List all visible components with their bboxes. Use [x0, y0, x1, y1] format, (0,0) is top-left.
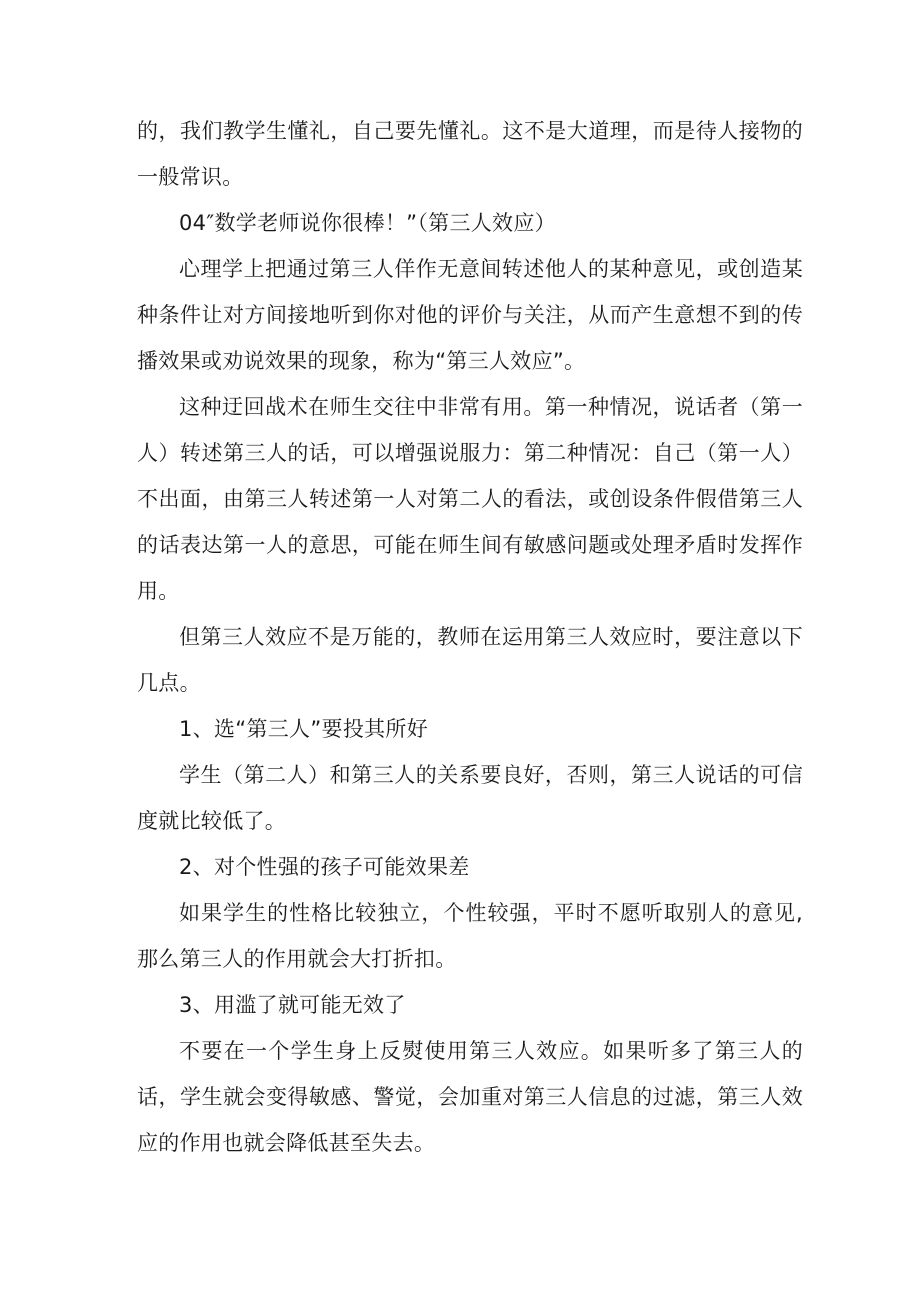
point-body-1: 学生（第二人）和第三人的关系要良好，否则，第三人说话的可信度就比较低了。 [137, 763, 803, 833]
document-body [137, 108, 803, 1166]
paragraph-definition: 心理学上把通过第三人佯作无意间转述他人的某种意见，或创造某种条件让对方间接地听到你对他的评价与关注，从而产生意想不到的传播效果或劝说效果的现象，称为“第三人效应”。 [137, 257, 803, 373]
point-body-3: 不要在一个学生身上反熨使用第三人效应。如果听多了第三人的话，学生就会变得敏感、警觉，会加重对第三人信息的过滤，第三人效应的作用也就会降低甚至失去。 [137, 1039, 803, 1155]
paragraph-strategy: 这种迂回战术在师生交往中非常有用。第一种情况，说话者（第一人）转述第三人的话，可以增强说服力：第二种情况：自己（第一人）不出面，由第三人转述第一人对第二人的看法，或创设条件假借第三人的话表达第一人的意思，可能在师生间有敏感问题或处理矛盾时发挥作用。 [137, 395, 803, 603]
paragraph-continuation: 的，我们教学生懂礼，自己要先懂礼。这不是大道理，而是待人接物的一般常识。 [137, 119, 803, 189]
point-heading-2: 2、对个性强的孩子可能效果差 [179, 855, 470, 879]
point-body-2: 如果学生的性格比较独立，个性较强，平时不愿听取别人的意见,那么第三人的作用就会大打折扣。 [137, 901, 803, 971]
paragraph-caution: 但第三人效应不是万能的，教师在运用第三人效应时，要注意以下几点。 [137, 625, 803, 695]
section-heading-04: 04″数学老师说你很棒！”（第三人效应） [179, 211, 556, 235]
point-heading-1: 1、选“第三人”要投其所好 [179, 717, 429, 741]
point-heading-3: 3、用滥了就可能无效了 [179, 993, 406, 1017]
